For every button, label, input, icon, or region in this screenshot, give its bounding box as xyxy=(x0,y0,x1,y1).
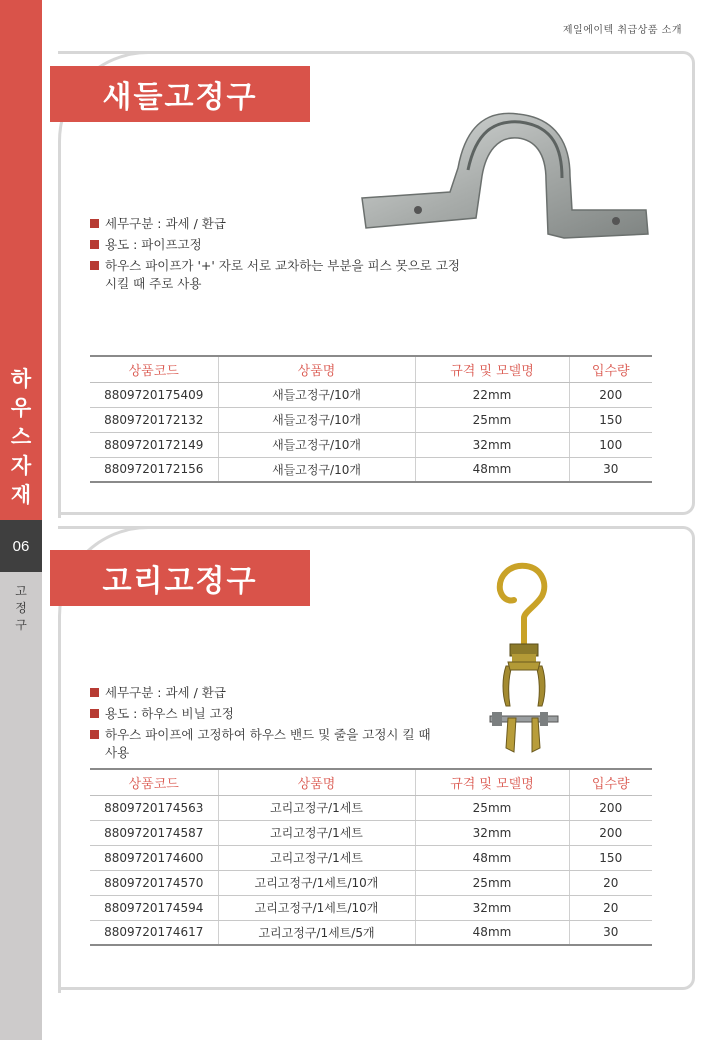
feature-item: 하우스 파이프에 고정하여 하우스 밴드 및 줄을 고정시 킬 때 사용 xyxy=(90,726,440,762)
cell-qty: 200 xyxy=(569,820,652,845)
cell-qty: 150 xyxy=(569,407,652,432)
col-header-name: 상품명 xyxy=(218,769,415,795)
feature-item: 세무구분 : 과세 / 환급 xyxy=(90,215,470,233)
cell-name: 새들고정구/10개 xyxy=(218,407,415,432)
cell-spec: 32mm xyxy=(415,432,569,457)
table-row xyxy=(90,870,652,895)
cell-name: 고리고정구/1세트 xyxy=(218,820,415,845)
cell-code: 8809720172156 xyxy=(90,457,218,482)
table-row xyxy=(90,457,652,482)
cell-name: 새들고정구/10개 xyxy=(218,457,415,482)
cell-qty: 20 xyxy=(569,870,652,895)
cell-qty: 200 xyxy=(569,795,652,820)
col-header-name: 상품명 xyxy=(218,356,415,382)
col-header-code: 상품코드 xyxy=(90,356,218,382)
feature-list xyxy=(90,684,440,765)
feature-item: 세무구분 : 과세 / 환급 xyxy=(90,684,440,702)
cell-qty: 30 xyxy=(569,920,652,945)
bullet-square-icon xyxy=(90,709,99,718)
cell-code: 8809720172132 xyxy=(90,407,218,432)
section-title: 고리고정구 xyxy=(50,550,310,606)
col-header-spec: 규격 및 모델명 xyxy=(415,769,569,795)
table-row xyxy=(90,820,652,845)
side-category-char: 스 xyxy=(10,425,32,449)
col-header-qty: 입수량 xyxy=(569,769,652,795)
cell-qty: 30 xyxy=(569,457,652,482)
side-subcategory-char: 구 xyxy=(15,618,27,632)
cell-qty: 20 xyxy=(569,895,652,920)
cell-spec: 48mm xyxy=(415,920,569,945)
cell-qty: 100 xyxy=(569,432,652,457)
side-subcategory-char: 고 xyxy=(15,584,27,598)
cell-code: 8809720174570 xyxy=(90,870,218,895)
header-note: 제일에이텍 취급상품 소개 xyxy=(562,25,682,36)
cell-name: 새들고정구/10개 xyxy=(218,382,415,407)
cell-name: 고리고정구/1세트/10개 xyxy=(218,870,415,895)
cell-spec: 25mm xyxy=(415,407,569,432)
col-header-code: 상품코드 xyxy=(90,769,218,795)
side-subcategory-char: 정 xyxy=(15,601,27,615)
col-header-spec: 규격 및 모델명 xyxy=(415,356,569,382)
page-number: 06 xyxy=(12,537,30,555)
cell-name: 고리고정구/1세트/5개 xyxy=(218,920,415,945)
cell-code: 8809720174594 xyxy=(90,895,218,920)
feature-item: 용도 : 하우스 비닐 고정 xyxy=(90,705,440,723)
table-row xyxy=(90,382,652,407)
cell-spec: 32mm xyxy=(415,820,569,845)
table-row xyxy=(90,432,652,457)
cell-code: 8809720174587 xyxy=(90,820,218,845)
product-table xyxy=(90,355,652,483)
cell-code: 8809720174617 xyxy=(90,920,218,945)
cell-spec: 25mm xyxy=(415,795,569,820)
table-row xyxy=(90,407,652,432)
feature-item: 용도 : 파이프고정 xyxy=(90,236,470,254)
side-subcategory-band xyxy=(0,572,42,1040)
side-subcategory-label xyxy=(0,583,42,634)
product-table xyxy=(90,768,652,946)
cell-spec: 32mm xyxy=(415,895,569,920)
cell-qty: 200 xyxy=(569,382,652,407)
bullet-square-icon xyxy=(90,730,99,739)
bullet-square-icon xyxy=(90,261,99,270)
side-category-char: 하 xyxy=(10,367,32,391)
cell-name: 고리고정구/1세트 xyxy=(218,845,415,870)
table-row xyxy=(90,895,652,920)
side-category-char: 자 xyxy=(10,454,32,478)
hook-clamp-image xyxy=(478,558,568,758)
col-header-qty: 입수량 xyxy=(569,356,652,382)
section-title: 새들고정구 xyxy=(50,66,310,122)
cell-spec: 22mm xyxy=(415,382,569,407)
table-row xyxy=(90,845,652,870)
cell-name: 고리고정구/1세트/10개 xyxy=(218,895,415,920)
cell-code: 8809720175409 xyxy=(90,382,218,407)
table-row xyxy=(90,920,652,945)
side-category-char: 재 xyxy=(10,483,32,507)
cell-name: 고리고정구/1세트 xyxy=(218,795,415,820)
bullet-square-icon xyxy=(90,219,99,228)
feature-item: 하우스 파이프가 '+' 자로 서로 교차하는 부분을 피스 못으로 고정 시킬 때 주로 사용 xyxy=(90,257,470,293)
cell-spec: 48mm xyxy=(415,845,569,870)
cell-code: 8809720172149 xyxy=(90,432,218,457)
cell-spec: 48mm xyxy=(415,457,569,482)
bullet-square-icon xyxy=(90,688,99,697)
bullet-square-icon xyxy=(90,240,99,249)
table-row xyxy=(90,795,652,820)
side-category-char: 우 xyxy=(10,396,32,420)
side-category-label xyxy=(0,365,42,510)
cell-qty: 150 xyxy=(569,845,652,870)
cell-spec: 25mm xyxy=(415,870,569,895)
cell-code: 8809720174563 xyxy=(90,795,218,820)
cell-name: 새들고정구/10개 xyxy=(218,432,415,457)
cell-code: 8809720174600 xyxy=(90,845,218,870)
feature-list xyxy=(90,215,470,296)
